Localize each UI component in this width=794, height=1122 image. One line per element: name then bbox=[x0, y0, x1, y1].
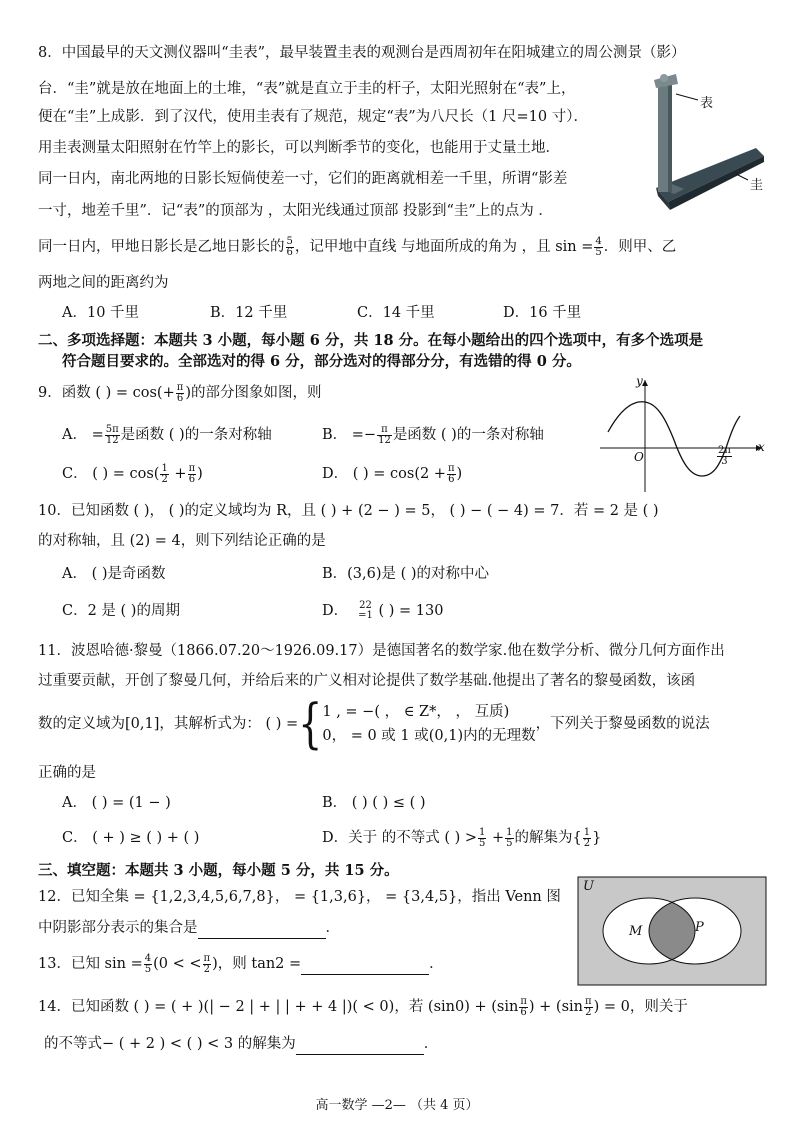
q13-part-a: 13．已知 sin = bbox=[38, 956, 143, 972]
q10-line-1: 10．已知函数 ( )， ( )的定义域均为 R，且 ( ) + (2 − ) = 5， ( ) − ( − 4) = 7．若 = 2 是 ( ) bbox=[38, 503, 659, 519]
piecewise-case-2: 0， = 0 或 1 或(0,1)内的无理数 bbox=[322, 728, 536, 744]
label-gui: 圭 bbox=[750, 178, 764, 193]
q8-line-6: 一寸，地差千里”．记“表”的顶部为 ，太阳光线通过顶部 投影到“圭”上的点为 ． bbox=[38, 203, 553, 219]
q12-line-1: 12．已知全集 = {1,2,3,4,5,6,7,8}， = {1,3,6}， = {3,4,5}，指出 Venn 图 bbox=[38, 889, 561, 905]
q11-option-d-part-b: + bbox=[487, 830, 505, 846]
q9-stem-part-a: 9．函数 ( ) = cos( bbox=[38, 385, 163, 401]
q8-line-7 bbox=[38, 236, 676, 258]
q9-option-b[interactable] bbox=[322, 424, 544, 446]
q8-line-2: 台．“圭”就是放在地面上的土堆，“表”就是直立于圭的杆子，太阳光照射在“表”上， bbox=[38, 81, 576, 97]
q9-option-a-part-b: 是函数 ( )的一条对称轴 bbox=[120, 427, 272, 443]
q10-option-c[interactable]: C．2 是 ( )的周期 bbox=[62, 603, 180, 619]
denominator: 3 bbox=[721, 456, 728, 467]
q13-answer-blank[interactable] bbox=[301, 952, 429, 975]
q10-line-2: 的对称轴，且 (2) = 4，则下列结论正确的是 bbox=[38, 533, 326, 549]
q9-option-a-part-a: A． = bbox=[62, 427, 104, 443]
q11-line-4: 正确的是 bbox=[38, 765, 96, 781]
q9-graph-svg bbox=[590, 370, 770, 500]
fraction-pi-over-6 bbox=[447, 464, 456, 485]
venn-svg bbox=[577, 876, 767, 986]
q14-line-1 bbox=[38, 996, 688, 1018]
sum-upper-limit: 22 bbox=[359, 600, 372, 611]
q13-line bbox=[38, 952, 444, 975]
q11-option-d-part-d: } bbox=[592, 830, 602, 846]
q12-line-2-end: ． bbox=[325, 920, 340, 936]
denominator: 6 bbox=[520, 1006, 527, 1018]
q14-line-1-part-c: ) = 0，则关于 bbox=[593, 999, 688, 1015]
fraction-one-half bbox=[160, 464, 168, 485]
q9-option-b-part-a: B． =− bbox=[322, 427, 377, 443]
denominator: 12 bbox=[378, 434, 391, 446]
piecewise-cases bbox=[322, 700, 535, 748]
q8-line-7-part-b: ，记甲地中直线 与地面所成的角为 ，且 sin = bbox=[294, 239, 594, 255]
page-footer: 高一数学 —2— （共 4 页） bbox=[315, 1098, 479, 1113]
q9-option-d-part-b: ) bbox=[456, 466, 463, 482]
numerator: π bbox=[188, 462, 196, 474]
denominator: 5 bbox=[506, 837, 513, 849]
fraction-four-fifths bbox=[144, 954, 152, 975]
q8-line-8: 两地之间的距离约为 bbox=[38, 275, 169, 291]
graph-y-label: y bbox=[636, 374, 643, 388]
label-biao: 表 bbox=[700, 96, 714, 111]
denominator: 2 bbox=[161, 473, 168, 485]
fraction-pi-over-12 bbox=[377, 425, 392, 446]
q11-option-d-part-a: D．关于 的不等式 ( ) > bbox=[322, 830, 478, 846]
q12-line-2 bbox=[38, 916, 340, 939]
graph-tick-2pi-over-3 bbox=[717, 446, 732, 467]
sum-lower-limit: =1 bbox=[358, 610, 373, 621]
numerator: 1 bbox=[506, 826, 513, 838]
numerator: π bbox=[377, 425, 392, 436]
guibiao-figure bbox=[628, 70, 768, 220]
graph-origin-label: O bbox=[634, 450, 644, 464]
q11-option-b[interactable]: B． ( ) ( ) ≤ ( ) bbox=[322, 795, 426, 811]
numerator: 1 bbox=[479, 826, 486, 838]
section-2-header-line-1: 二、多项选择题：本题共 3 小题，每小题 6 分，共 18 分。在每小题给出的四个选项中，有多个选项是 bbox=[38, 332, 704, 349]
venn-label-u: U bbox=[583, 879, 594, 894]
summation-limits bbox=[358, 601, 373, 621]
q9-option-b-part-b: 是函数 ( )的一条对称轴 bbox=[392, 427, 544, 443]
q9-option-a[interactable] bbox=[62, 424, 272, 446]
q10-option-b[interactable]: B．(3,6)是 ( )的对称中心 bbox=[322, 566, 490, 582]
q10-option-d-part-b: ( ) = 130 bbox=[373, 603, 444, 619]
fraction-one-half bbox=[583, 828, 591, 849]
q8-option-a[interactable]: A．10 千里 bbox=[62, 305, 140, 321]
denominator: 5 bbox=[479, 837, 486, 849]
numerator: π bbox=[447, 462, 455, 474]
numerator: π bbox=[176, 381, 184, 393]
fraction-pi-over-6 bbox=[519, 997, 528, 1018]
guibiao-illustration bbox=[628, 70, 768, 220]
section-3-header: 三、填空题：本题共 3 小题，每小题 5 分，共 15 分。 bbox=[38, 862, 399, 879]
q8-line-7-part-a: 同一日内，甲地日影长是乙地日影长的 bbox=[38, 239, 285, 255]
numerator: 5π bbox=[105, 423, 119, 435]
q8-option-c[interactable]: C．14 千里 bbox=[357, 305, 435, 321]
numerator: π bbox=[585, 995, 592, 1007]
numerator: π bbox=[203, 952, 211, 964]
fraction-one-fifth bbox=[505, 828, 513, 849]
denominator: 6 bbox=[286, 246, 293, 258]
q11-line-3-part-a: 数的定义域为[0,1]，其解析式为： ( ) = bbox=[38, 716, 299, 732]
venn-label-m: M bbox=[629, 924, 643, 939]
q8-option-d[interactable]: D．16 千里 bbox=[503, 305, 582, 321]
q14-line-1-part-b: ) + (sin bbox=[528, 999, 584, 1015]
denominator: 5 bbox=[144, 963, 152, 975]
numerator: 4 bbox=[595, 235, 602, 247]
q12-answer-blank[interactable] bbox=[198, 916, 326, 939]
q11-option-d[interactable] bbox=[322, 827, 601, 849]
denominator: 5 bbox=[595, 246, 602, 258]
q12-line-2-text: 中阴影部分表示的集合是 bbox=[38, 920, 198, 936]
q8-line-4: 用圭表测量太阳照射在竹竿上的影长，可以判断季节的变化，也能用于丈量土地． bbox=[38, 140, 560, 156]
denominator: 6 bbox=[188, 473, 196, 485]
fraction-four-fifths bbox=[594, 237, 602, 258]
denominator: 2 bbox=[583, 837, 591, 849]
q11-line-3 bbox=[38, 693, 710, 755]
q9-stem-part-b: + bbox=[162, 385, 175, 401]
numerator: 4 bbox=[144, 952, 152, 964]
q8-line-5: 同一日内，南北两地的日影长短倘使差一寸，它们的距离就相差一千里，所谓“影差 bbox=[38, 171, 568, 187]
q10-option-d-part-a: D． bbox=[322, 603, 349, 619]
q9-option-c-part-a: C． ( ) = cos( bbox=[62, 466, 160, 482]
q11-line-3-part-b: ，下列关于黎曼函数的说法 bbox=[535, 716, 710, 732]
numerator: π bbox=[520, 995, 527, 1007]
venn-diagram bbox=[577, 876, 767, 986]
q14-line-1-part-a: 14．已知函数 ( ) = ( + )(| − 2 | + | | + + 4 |)( < 0)，若 (sin0) + (sin bbox=[38, 999, 519, 1015]
q11-line-1: 11．波恩哈德·黎曼（1866.07.20～1926.09.17）是德国著名的数学家.他在数学分析、微分几何方面作出 bbox=[38, 643, 725, 659]
denominator: 6 bbox=[176, 392, 184, 404]
section-2-header-line-2: 符合题目要求的。全部选对的得 6 分，部分选对的得部分分，有选错的得 0 分。 bbox=[62, 353, 581, 370]
q14-line-2-end: ． bbox=[423, 1036, 439, 1052]
q9-option-c-part-c: ) bbox=[197, 466, 203, 482]
q11-option-a[interactable]: A． ( ) = (1 − ) bbox=[62, 795, 171, 811]
fraction-pi-over-6 bbox=[176, 383, 185, 404]
piecewise-case-1: 1 , = −( ， ∈ Z*， ， 互质) bbox=[322, 704, 510, 720]
q8-option-b[interactable]: B．12 千里 bbox=[210, 305, 288, 321]
fraction-pi-over-2 bbox=[203, 954, 212, 975]
venn-label-p: P bbox=[695, 920, 704, 935]
q8-line-3: 便在“圭”上成影．到了汉代，使用圭表有了规范，规定“表”为八尺长（1 尺=10 寸）． bbox=[38, 109, 588, 125]
q8-line-1: 8．中国最早的天文测仪器叫“圭表”，最早装置圭表的观测台是西周初年在阳城建立的周公测景（影） bbox=[38, 45, 686, 61]
fraction-5pi-over-12 bbox=[105, 425, 120, 446]
denominator: 12 bbox=[105, 434, 119, 446]
q9-option-c-part-b: + bbox=[169, 466, 187, 482]
graph-x-label: x bbox=[758, 440, 765, 454]
q11-option-c[interactable]: C． ( + ) ≥ ( ) + ( ) bbox=[62, 830, 200, 846]
piecewise-brace: { bbox=[298, 693, 323, 755]
q9-option-d[interactable] bbox=[322, 463, 462, 485]
denominator: 2 bbox=[203, 963, 210, 975]
numerator: 5 bbox=[286, 235, 293, 247]
numerator: 1 bbox=[161, 462, 168, 474]
q10-option-a[interactable]: A． ( )是奇函数 bbox=[62, 566, 166, 582]
denominator: 6 bbox=[448, 473, 455, 485]
q11-option-d-part-c: 的解集为{ bbox=[514, 830, 582, 846]
fraction-pi-over-2 bbox=[584, 997, 593, 1018]
q14-line-2-text: 的不等式− ( + 2 ) < ( ) < 3 的解集为 bbox=[44, 1036, 296, 1052]
q9-stem-part-c: )的部分图象如图，则 bbox=[185, 385, 322, 401]
fraction-five-sixths bbox=[286, 237, 294, 258]
q10-option-d[interactable] bbox=[322, 600, 443, 622]
q9-option-d-part-a: D． ( ) = cos(2 + bbox=[322, 466, 446, 482]
q9-stem bbox=[38, 382, 321, 404]
q13-part-b: (0 < < bbox=[153, 956, 202, 972]
q13-end: ． bbox=[429, 956, 444, 972]
q8-line-7-part-c: ．则甲、乙 bbox=[603, 239, 677, 255]
q9-function-graph bbox=[590, 370, 770, 500]
q14-line-2 bbox=[44, 1032, 438, 1055]
numerator: 1 bbox=[583, 826, 591, 838]
denominator: 2 bbox=[585, 1006, 592, 1018]
fraction-one-fifth bbox=[478, 828, 486, 849]
q13-part-c: )，则 tan2 = bbox=[212, 956, 302, 972]
q11-line-2: 过重要贡献，开创了黎曼几何，并给后来的广义相对论提供了数学基础.他提出了著名的黎曼函数，该函 bbox=[38, 673, 696, 689]
q14-answer-blank[interactable] bbox=[296, 1032, 424, 1055]
fraction-pi-over-6 bbox=[188, 464, 197, 485]
q9-option-c[interactable] bbox=[62, 463, 203, 485]
numerator: 2π bbox=[718, 445, 731, 456]
